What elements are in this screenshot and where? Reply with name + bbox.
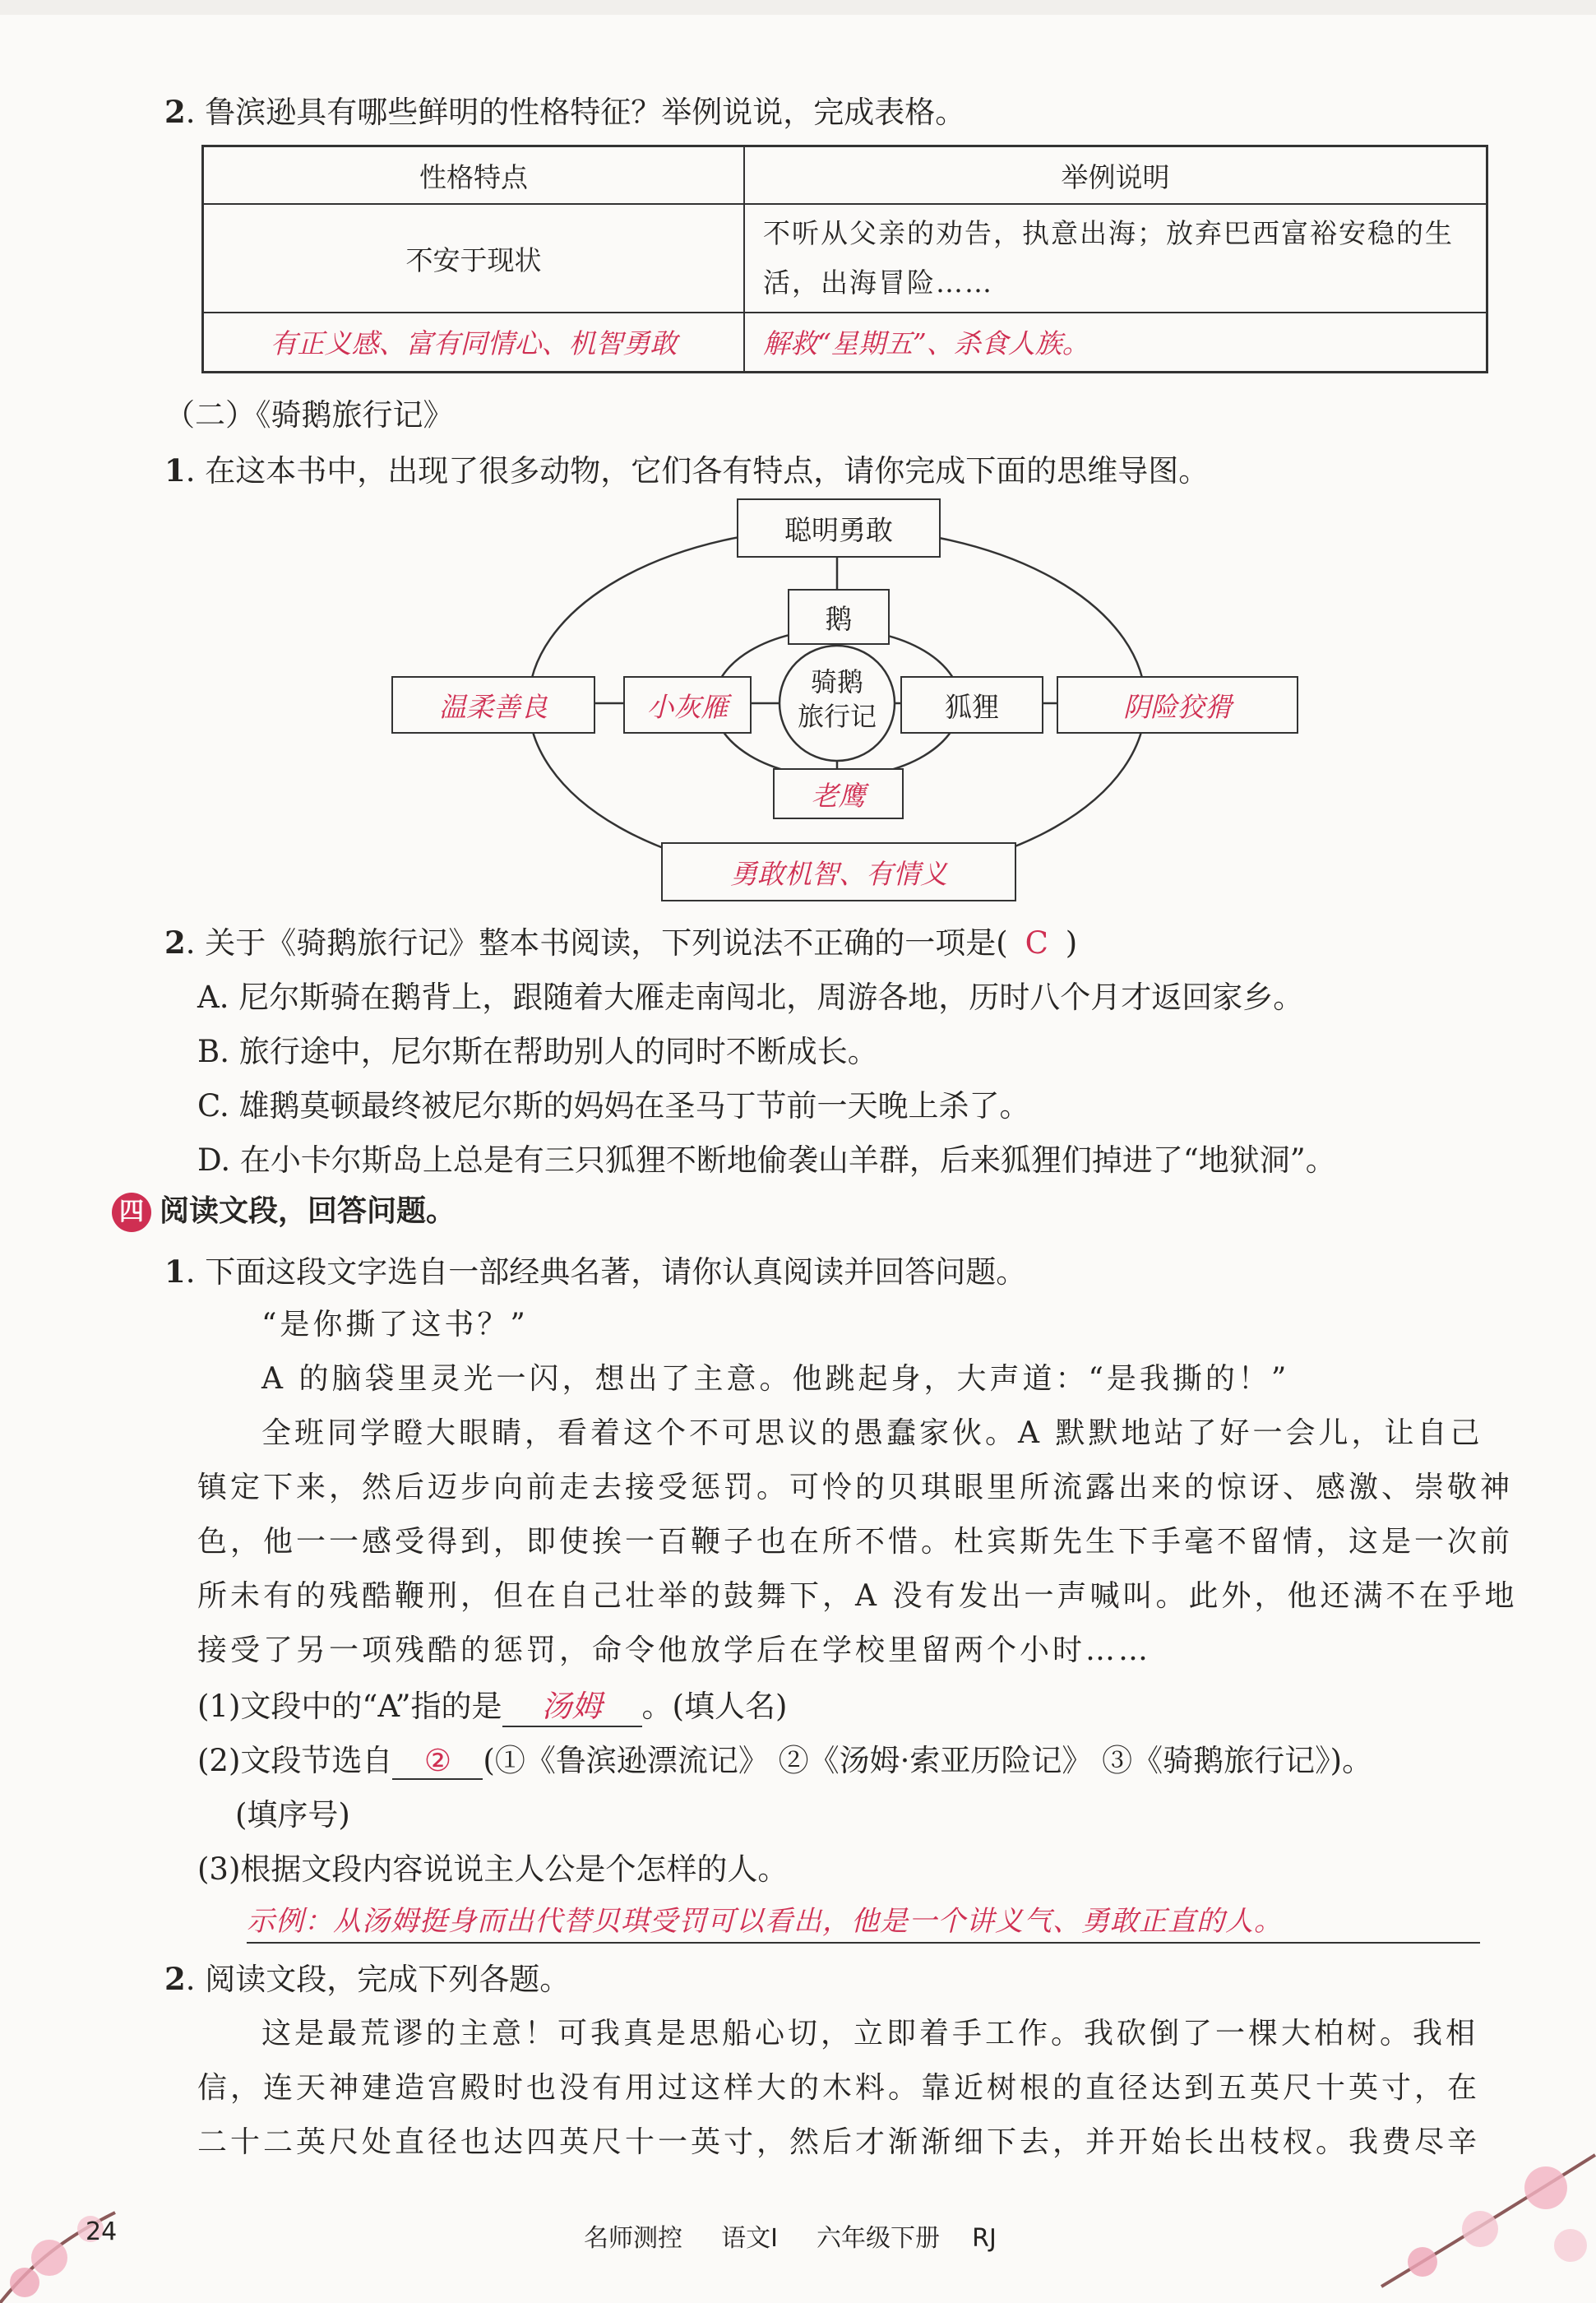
mindmap-bottom-inner: 老鹰 — [773, 768, 904, 819]
footer-brand-name: 名师测控 — [584, 2224, 682, 2253]
part4-question-1 — [164, 1247, 1026, 1291]
passage-line: 全班同学瞪大眼睛，看着这个不可思议的愚蠢家伙。A 默默地站了好一会儿，让自己 — [261, 1416, 1483, 1450]
table-cell-example: 不听从父亲的劝告，执意出海；放弃巴西富裕安稳的生活，出海冒险…… — [744, 204, 1487, 313]
mindmap-right-inner: 狐狸 — [900, 676, 1043, 734]
table-header-trait: 性格特点 — [203, 146, 745, 205]
table-cell-trait: 不安于现状 — [203, 204, 745, 313]
option-c: C. 雄鹅莫顿最终被尼尔斯的妈妈在圣马丁节前一天晚上杀了。 — [197, 1088, 1030, 1124]
answer-choice: C — [1025, 925, 1048, 961]
part-4-heading — [112, 1188, 456, 1232]
center-line-1: 骑鹅 — [810, 666, 863, 697]
passage-line: 所未有的残酷鞭刑，但在自己壮举的鼓舞下，A 没有发出一声喊叫。此外，他还满不在乎地 — [197, 1579, 1518, 1613]
sub2-answer: ② — [392, 1743, 483, 1780]
subquestion-1 — [197, 1681, 787, 1727]
mindmap-center — [788, 665, 886, 734]
answer-example: 解救“星期五”、杀食人族。 — [744, 313, 1487, 372]
passage-line: A 的脑袋里灵光一闪，想出了主意。他跳起身，大声道：“是我撕的！” — [261, 1362, 1290, 1396]
question-number: 2 — [164, 1961, 186, 1997]
question-2-goose — [164, 918, 1077, 962]
option-d: D. 在小卡尔斯岛上总是有三只狐狸不断地偷袭山羊群，后来狐狸们掉进了“地狱洞”。 — [197, 1142, 1336, 1178]
blossom-decoration-left-icon — [0, 2138, 164, 2303]
answer-trait: 有正义感、富有同情心、机智勇敢 — [203, 313, 745, 372]
passage2-line: 信，连天神建造宫殿时也没有用过这样大的木料。靠近树根的直径达到五英尺十英寸，在 — [197, 2071, 1481, 2105]
sub2-suffix: (①《鲁滨逊漂流记》 ②《汤姆·索亚历险记》 ③《骑鹅旅行记》)。 — [483, 1743, 1373, 1778]
sub1-answer: 汤姆 — [502, 1681, 642, 1727]
mindmap-right-outer: 阴险狡猾 — [1057, 676, 1298, 734]
mindmap-bottom-outer: 勇敢机智、有情义 — [661, 842, 1016, 901]
part-title: 阅读文段，回答问题。 — [160, 1194, 456, 1228]
mindmap-top-inner: 鹅 — [788, 589, 890, 645]
mindmap-top-outer: 聪明勇敢 — [737, 498, 941, 558]
question-number: 2 — [164, 94, 186, 130]
question-text: . 鲁滨逊具有哪些鲜明的性格特征？举例说说，完成表格。 — [185, 95, 966, 130]
question-number: 1 — [164, 1253, 186, 1290]
question-text: . 在这本书中，出现了很多动物，它们各有特点，请你完成下面的思维导图。 — [185, 453, 1210, 489]
footer-grade: 六年级下册 — [817, 2224, 941, 2253]
part-badge: 四 — [112, 1193, 151, 1232]
passage-line: “是你撕了这书？” — [261, 1308, 529, 1341]
blossom-decoration-right-icon — [1283, 2130, 1596, 2303]
option-b: B. 旅行途中，尼尔斯在帮助别人的同时不断成长。 — [197, 1034, 878, 1069]
subquestion-3: (3)根据文段内容说说主人公是个怎样的人。 — [197, 1851, 789, 1887]
center-line-2: 旅行记 — [797, 701, 877, 732]
table-header-example: 举例说明 — [744, 146, 1487, 205]
question-close: ) — [1065, 925, 1078, 961]
question-number: 2 — [164, 924, 186, 961]
passage2-line: 二十二英尺处直径也达四英尺十一英寸，然后才渐渐细下去，并开始长出枝杈。我费尽辛 — [197, 2125, 1481, 2159]
sub1-prefix: (1)文段中的“A”指的是 — [197, 1689, 502, 1724]
mindmap-left-outer: 温柔善良 — [391, 676, 595, 734]
footer-edition: RJ — [972, 2224, 997, 2253]
page-number: 24 — [86, 2217, 118, 2246]
passage2-line: 这是最荒谬的主意！可我真是思船心切，立即着手工作。我砍倒了一棵大柏树。我相 — [261, 2017, 1479, 2050]
sub2-prefix: (2)文段节选自 — [197, 1743, 393, 1778]
passage-line: 接受了另一项残酷的惩罚，命令他放学后在学校里留两个小时…… — [197, 1633, 1152, 1667]
question-text: . 关于《骑鹅旅行记》整本书阅读，下列说法不正确的一项是( — [185, 925, 1008, 961]
footer-subject: 语文Ⅰ — [721, 2224, 778, 2253]
footer-brand — [584, 2217, 997, 2254]
part4-question-2 — [164, 1954, 570, 1999]
subquestion-2-note: (填序号) — [235, 1797, 350, 1833]
option-a: A. 尼尔斯骑在鹅背上，跟随着大雁走南闯北，周游各地，历时八个月才返回家乡。 — [197, 980, 1304, 1015]
question-number: 1 — [164, 452, 186, 489]
sub1-suffix: 。(填人名) — [641, 1689, 788, 1724]
passage-line: 镇定下来，然后迈步向前走去接受惩罚。可怜的贝琪眼里所流露出来的惊讶、感激、崇敬神 — [197, 1471, 1514, 1504]
question-text: . 阅读文段，完成下列各题。 — [185, 1962, 571, 1997]
passage-line: 色，他一一感受得到，即使挨一百鞭子也在所不惜。杜宾斯先生下手毫不留情，这是一次前 — [197, 1525, 1514, 1559]
question-text: . 下面这段文字选自一部经典名著，请你认真阅读并回答问题。 — [185, 1254, 1027, 1290]
mindmap-left-inner: 小灰雁 — [623, 676, 752, 734]
subquestion-2 — [197, 1735, 1372, 1780]
subquestion-3-answer: 示例：从汤姆挺身而出代替贝琪受罚可以看出，他是一个讲义气、勇敢正直的人。 — [247, 1898, 1480, 1944]
section-title-goose: （二）《骑鹅旅行记》 — [164, 397, 454, 433]
